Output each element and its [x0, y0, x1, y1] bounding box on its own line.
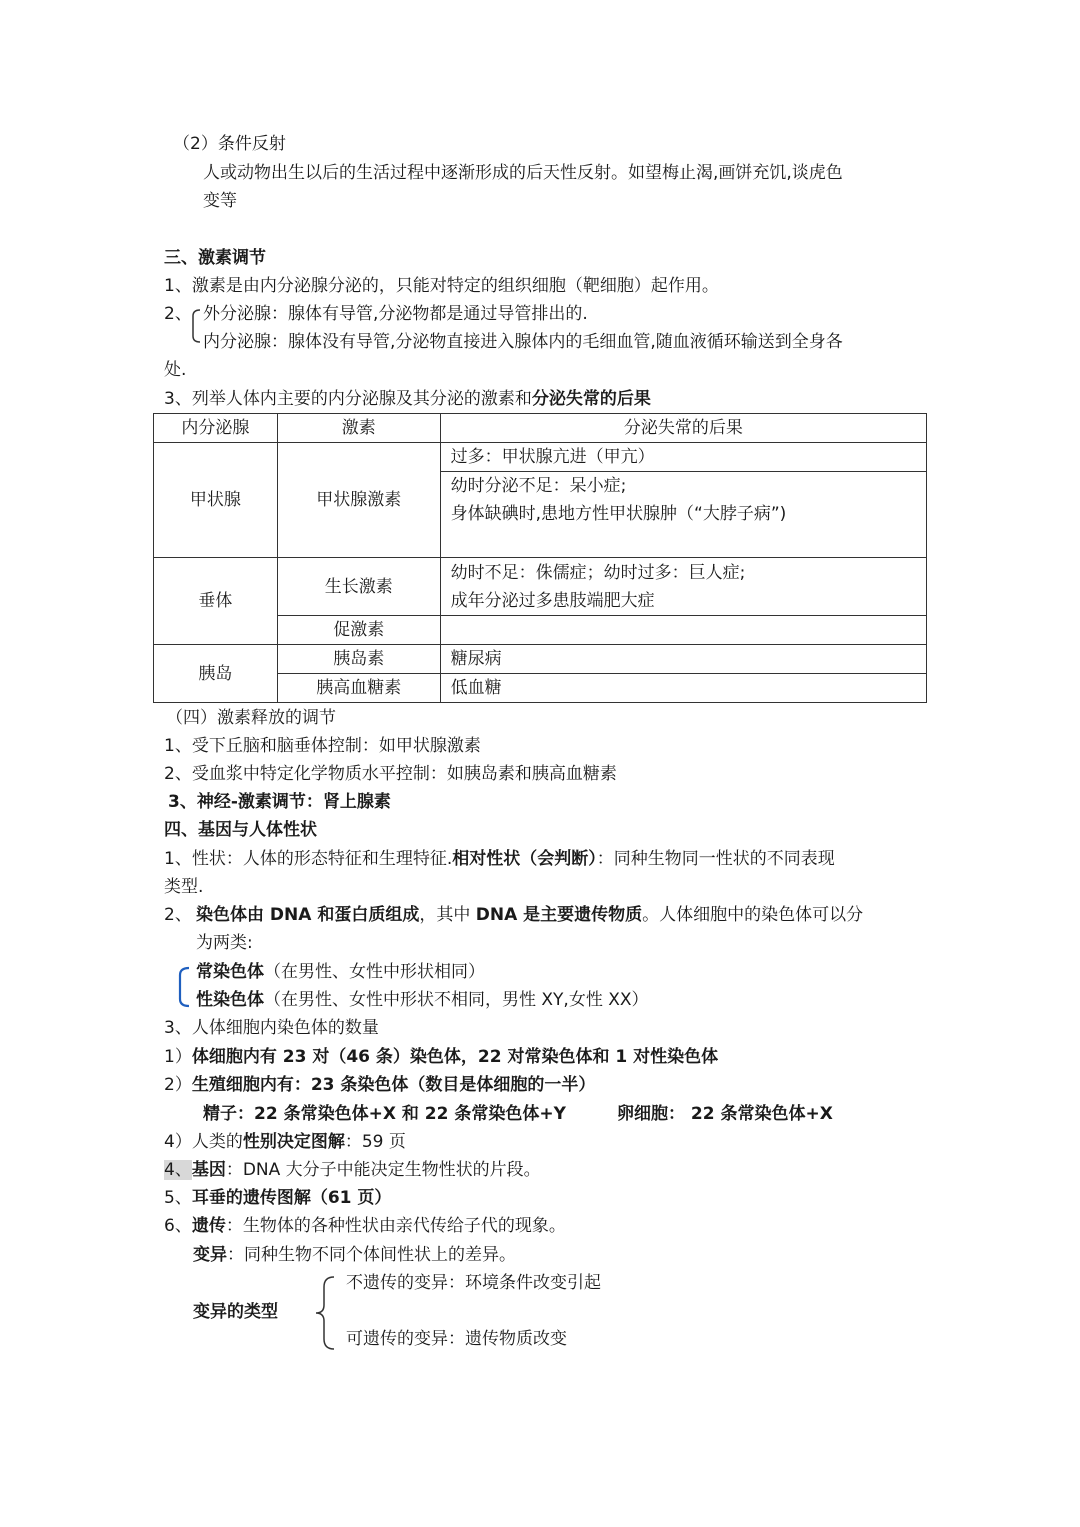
- bold-text: 常染色体: [196, 962, 264, 982]
- table-cell: 胰岛: [154, 645, 278, 703]
- paragraph: [164, 1130, 406, 1154]
- paragraph: [193, 1243, 516, 1267]
- brace-icon: [188, 306, 202, 346]
- paragraph: [164, 1214, 566, 1238]
- paragraph: 为两类:: [196, 933, 253, 953]
- cell-line: 幼时不足：侏儒症；幼时过多：巨人症;: [450, 562, 746, 583]
- paragraph: 卵细胞： 22 条常染色体+X: [617, 1104, 833, 1124]
- table-cell: 过多：甲状腺亢进（甲亢）: [440, 443, 926, 472]
- section-title: （2）条件反射: [173, 134, 286, 154]
- list-number: 2、: [164, 304, 192, 324]
- table-cell: [440, 472, 926, 558]
- text: 5、: [164, 1188, 192, 1208]
- bold-text: 相对性状（会判断）: [452, 849, 597, 869]
- bold-text: DNA 是主要遗传物质: [475, 905, 643, 925]
- cell-line: 身体缺碘时,患地方性甲状腺肿（“大脖子病”): [450, 504, 787, 524]
- list-number: 2、: [164, 905, 192, 925]
- paragraph: [164, 847, 835, 871]
- bold-text: 性别决定图解: [242, 1132, 345, 1152]
- paragraph: [164, 1158, 541, 1182]
- paragraph: 3、人体细胞内染色体的数量: [164, 1018, 379, 1038]
- text: （在男性、女性中形状相同）: [264, 962, 485, 982]
- bold-text: 变异: [193, 1245, 227, 1265]
- table-header: 分泌失常的后果: [440, 414, 926, 443]
- paragraph: 1、受下丘脑和脑垂体控制：如甲状腺激素: [164, 736, 481, 756]
- table-header: 内分泌腺: [154, 414, 278, 443]
- table-cell: 低血糖: [440, 674, 926, 703]
- table-cell: 促激素: [277, 616, 440, 645]
- paragraph: 内分泌腺：腺体没有导管,分泌物直接进入腺体内的毛细血管,随血液循环输送到全身各: [203, 332, 843, 352]
- bold-text: 生殖细胞内有：23 条染色体（数目是体细胞的一半）: [191, 1075, 596, 1095]
- text: ：DNA 大分子中能决定生物性状的片段。: [225, 1160, 541, 1180]
- text: ：59 页: [344, 1132, 406, 1152]
- paragraph: 处.: [164, 360, 187, 380]
- paragraph: 类型.: [164, 877, 204, 897]
- paragraph: 1、激素是由内分泌腺分泌的，只能对特定的组织细胞（靶细胞）起作用。: [164, 276, 719, 296]
- text: ：同种生物同一性状的不同表现: [596, 849, 835, 869]
- table-cell: [440, 558, 926, 616]
- paragraph: [164, 1073, 595, 1097]
- text: 4）人类的: [164, 1132, 243, 1152]
- paragraph: 变等: [203, 191, 237, 211]
- text: ，其中: [419, 905, 476, 925]
- table-cell: 胰高血糖素: [277, 674, 440, 703]
- table-cell: 生长激素: [277, 558, 440, 616]
- hormone-table: [153, 413, 927, 703]
- paragraph: 可遗传的变异：遗传物质改变: [346, 1329, 567, 1349]
- bold-text: 耳垂的遗传图解（61 页）: [191, 1188, 392, 1208]
- paragraph: 外分泌腺：腺体有导管,分泌物都是通过导管排出的.: [203, 304, 588, 324]
- text: （在男性、女性中形状不相同，男性 XY,女性 XX）: [264, 990, 649, 1010]
- text: 1）: [164, 1047, 192, 1067]
- text: 2）: [164, 1075, 192, 1095]
- paragraph: 不遗传的变异：环境条件改变引起: [346, 1273, 601, 1293]
- paragraph: [164, 387, 651, 411]
- curly-brace-icon: [312, 1274, 338, 1352]
- bold-text: 遗传: [191, 1216, 226, 1236]
- paragraph: 人或动物出生以后的生活过程中逐渐形成的后天性反射。如望梅止渴,画饼充饥,谈虎色: [203, 163, 843, 183]
- paragraph: 2、受血浆中特定化学物质水平控制：如胰岛素和胰高血糖素: [164, 764, 617, 784]
- paragraph: [164, 1186, 391, 1210]
- bold-text: 性染色体: [196, 990, 264, 1010]
- text: ：同种生物不同个体间性状上的差异。: [227, 1245, 516, 1265]
- text: 1、性状：人体的形态特征和生理特征.: [164, 849, 453, 869]
- table-cell: 糖尿病: [440, 645, 926, 674]
- cell-line: 幼时分泌不足：呆小症;: [450, 476, 627, 496]
- table-cell: 垂体: [154, 558, 278, 645]
- bold-text: 体细胞内有 23 对（46 条）染色体，22 对常染色体和 1 对性染色体: [191, 1047, 719, 1067]
- section-heading: 四、基因与人体性状: [164, 820, 317, 840]
- section-heading: 三、激素调节: [164, 248, 266, 268]
- section-title: （四）激素释放的调节: [166, 708, 336, 728]
- paragraph: 变异的类型: [193, 1302, 278, 1322]
- table-header: 激素: [277, 414, 440, 443]
- paragraph: [196, 960, 485, 984]
- table-cell: 甲状腺: [154, 443, 278, 558]
- text: ：生物体的各种性状由亲代传给子代的现象。: [225, 1216, 566, 1236]
- table-cell: 胰岛素: [277, 645, 440, 674]
- bold-text: 染色体由 DNA 和蛋白质组成: [196, 905, 420, 925]
- table-cell: 甲状腺激素: [277, 443, 440, 558]
- paragraph: 精子：22 条常染色体+X 和 22 条常染色体+Y: [203, 1104, 566, 1124]
- paragraph: [196, 903, 863, 927]
- paragraph: [164, 1045, 718, 1069]
- table-cell: [440, 616, 926, 645]
- highlighted-text: 4、: [164, 1160, 192, 1180]
- bold-text: 基因: [191, 1160, 226, 1180]
- paragraph: [196, 988, 649, 1012]
- brace-icon: [173, 964, 191, 1010]
- paragraph: 3、神经-激素调节：肾上腺素: [168, 792, 391, 812]
- text: 。人体细胞中的染色体可以分: [642, 905, 864, 925]
- bold-text: 分泌失常的后果: [531, 389, 651, 409]
- text: 3、列举人体内主要的内分泌腺及其分泌的激素和: [164, 389, 532, 409]
- cell-line: 成年分泌过多患肢端肥大症: [450, 590, 655, 611]
- text: 6、: [164, 1216, 192, 1236]
